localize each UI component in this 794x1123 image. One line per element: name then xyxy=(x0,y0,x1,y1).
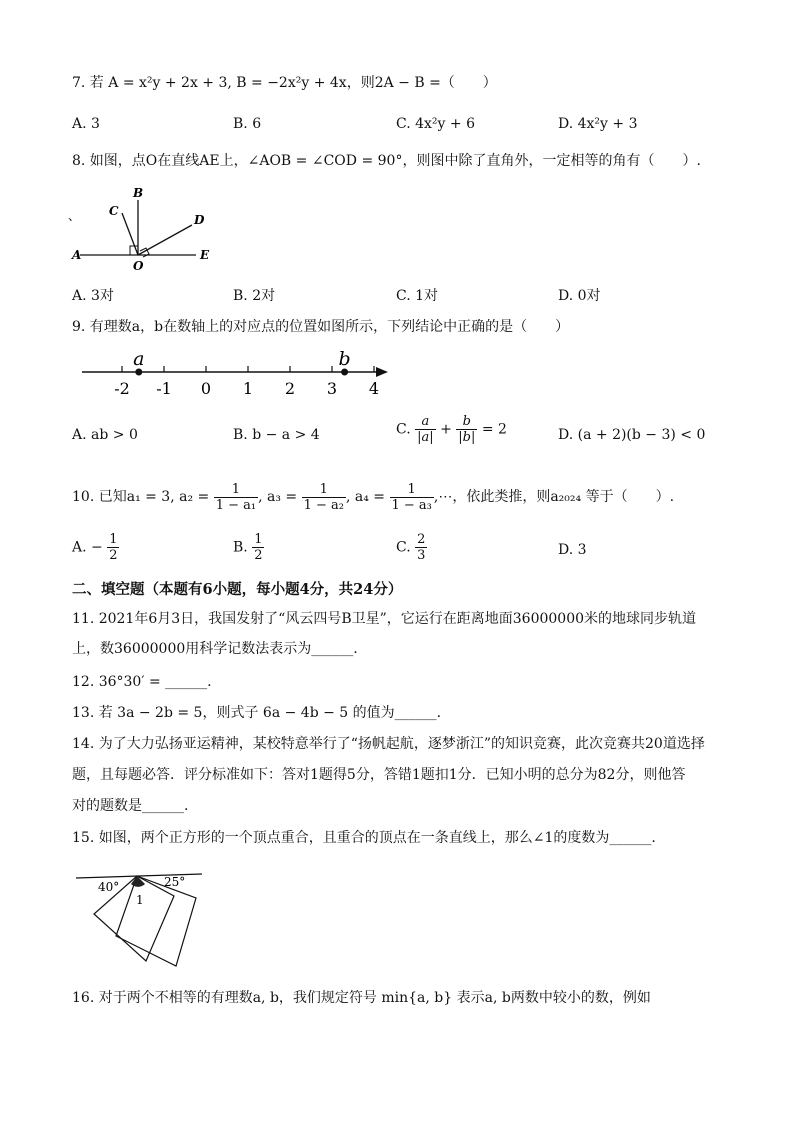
q8-option-c: C. 1对 xyxy=(396,288,439,304)
q14-line1: 14. 为了大力弘扬亚运精神，某校特意举行了“扬帆起航，逐梦浙江”的知识竞赛，此次竞赛共20道选择 xyxy=(72,736,705,752)
q9-option-c-frac1: $\frac{a}{|a|}$ xyxy=(417,414,434,445)
q15-label-25: 25° xyxy=(164,875,186,889)
section-header: 二、填空题（本题有6小题，每小题4分，共24分） xyxy=(72,581,403,598)
q10-frac2: $\frac{1}{\text{1 − a₂}}$ xyxy=(303,481,344,513)
q9-option-c-plus: + xyxy=(440,421,452,438)
q10-frac3: $\frac{1}{\text{1 − a₃}}$ xyxy=(391,481,432,513)
q15-label-40: 40° xyxy=(98,880,120,894)
q10-option-b: B. $\frac{1}{2}$ xyxy=(233,532,263,563)
q9-option-c-rhs: = 2 xyxy=(481,421,507,438)
q15-stem: 15. 如图，两个正方形的一个顶点重合，且重合的顶点在一条直线上，那么∠1的度数为______. xyxy=(72,830,656,846)
q10-stem: 10. 已知a₁ = 3, a₂ = $\frac{1}{\text{1 − a₁}}$ , a₃ = $\frac{1}{\text{1 − a₂}}$ , a₄ = $\frac{1}{\text{1 − a₃}}$ ,⋯，依此类推，则a₂₀₂₄ 等于（ ）. xyxy=(72,481,675,513)
q9-number-line xyxy=(80,348,400,400)
q9-option-c-frac2: $\frac{b}{|b|}$ xyxy=(458,414,476,445)
q11-line1: 11. 2021年6月3日，我国发射了“风云四号B卫星”，它运行在距离地面36000000米的地球同步轨道 xyxy=(72,611,697,627)
axis-tick-label: 2 xyxy=(284,379,296,398)
q8-label-d: D xyxy=(194,213,205,227)
q15-figure xyxy=(74,866,214,971)
axis-tick-label: 4 xyxy=(368,379,380,398)
q7-option-d: D. 4x²y + 3 xyxy=(558,116,638,132)
q7-option-c: C. 4x²y + 6 xyxy=(396,116,475,132)
axis-tick-label: -1 xyxy=(156,379,172,398)
q9-option-a: A. ab > 0 xyxy=(72,427,138,443)
q10-option-c: C. $\frac{2}{3}$ xyxy=(396,532,426,563)
q11-line2: 上，数36000000用科学记数法表示为______. xyxy=(72,641,358,657)
point-label-b: b xyxy=(338,348,351,370)
q9-option-d: D. (a + 2)(b − 3) < 0 xyxy=(558,427,706,443)
q9-option-c xyxy=(396,414,507,445)
q8-label-e: E xyxy=(200,248,210,262)
axis-tick-label: 3 xyxy=(326,379,338,398)
q16: 16. 对于两个不相等的有理数a, b，我们规定符号 min{a, b} 表示a, b两数中较小的数，例如 xyxy=(72,990,651,1006)
q8-option-b: B. 2对 xyxy=(233,288,276,304)
q8-label-mark: 、 xyxy=(68,209,81,223)
q7-option-a: A. 3 xyxy=(72,116,100,132)
q14-line3: 对的题数是______. xyxy=(72,798,189,814)
q13: 13. 若 3a − 2b = 5，则式子 6a − 4b − 5 的值为______. xyxy=(72,705,442,721)
q8-stem: 8. 如图，点O在直线AE上，∠AOB = ∠COD = 90°，则图中除了直角外，一定相等的角有（ ）. xyxy=(72,153,701,169)
q8-label-a: A xyxy=(72,248,82,262)
q10-frac1: $\frac{1}{\text{1 − a₁}}$ xyxy=(215,481,257,513)
q12: 12. 36°30′ = ______. xyxy=(72,674,212,690)
q8-label-c: C xyxy=(109,204,119,218)
q14-line2: 题，且每题必答．评分标准如下：答对1题得5分，答错1题扣1分．已知小明的总分为82分，则他答 xyxy=(72,767,686,783)
point-label-a: a xyxy=(133,348,145,370)
q9-option-c-letter: C. xyxy=(396,421,411,438)
q8-option-d: D. 0对 xyxy=(558,288,601,304)
axis-tick-label: 0 xyxy=(200,379,212,398)
q7-option-b: B. 6 xyxy=(233,116,262,132)
q10-option-d: D. 3 xyxy=(558,542,587,558)
q8-figure xyxy=(66,182,216,272)
q8-label-o: O xyxy=(133,259,144,273)
q10-option-a: A. − $\frac{1}{2}$ xyxy=(72,532,118,563)
q15-label-angle1: 1 xyxy=(136,893,144,907)
q9-stem: 9. 有理数a，b在数轴上的对应点的位置如图所示，下列结论中正确的是（ ） xyxy=(72,319,570,335)
axis-tick-label: 1 xyxy=(242,379,254,398)
q7-stem: 7. 若 A = x²y + 2x + 3, B = −2x²y + 4x，则2A − B =（ ） xyxy=(72,75,497,91)
axis-tick-label: -2 xyxy=(114,379,130,398)
q8-option-a: A. 3对 xyxy=(72,288,114,304)
q8-label-b: B xyxy=(133,186,144,200)
q9-option-b: B. b − a > 4 xyxy=(233,427,320,443)
